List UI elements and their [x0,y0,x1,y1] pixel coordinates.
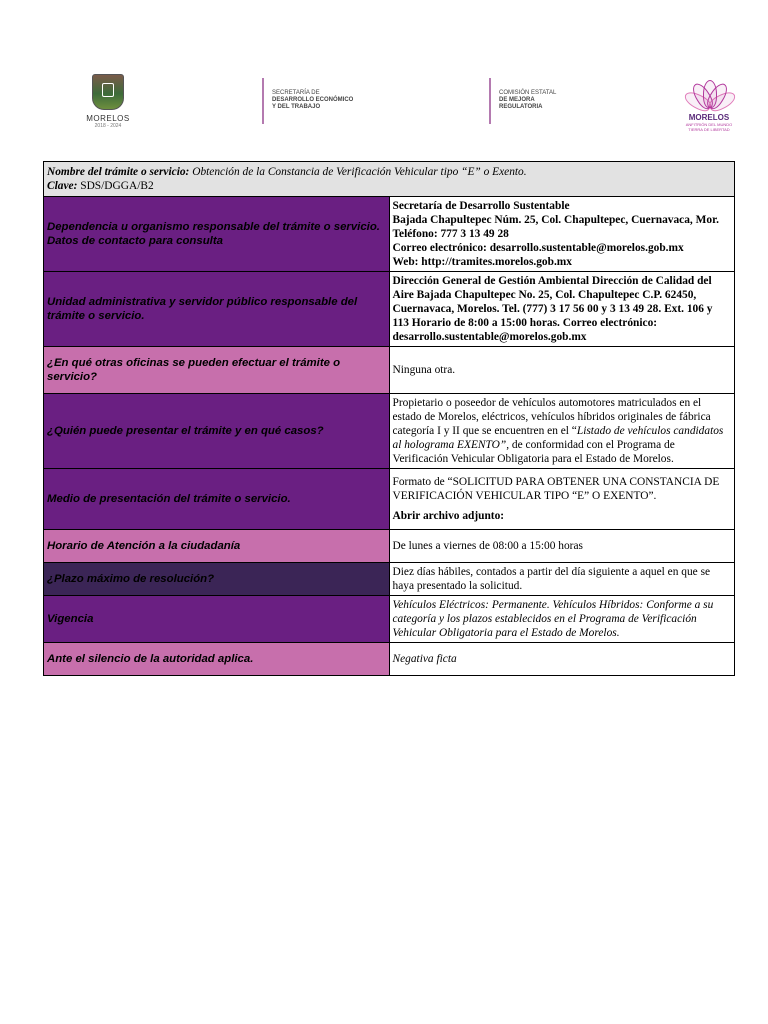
divider [262,78,264,124]
dependencia-web-link[interactable]: Web: http://tramites.morelos.gob.mx [392,256,572,268]
quien-text-c: , de conformidad con el Programa de Verificación Vehicular Obligatoria para el Estado de Morelos. [392,439,675,465]
tramite-name-label: Nombre del trámite o servicio: [47,166,190,178]
medio-text: Formato de “SOLICITUD PARA OBTENER UNA CONSTANCIA DE VERIFICACIÓN VEHICULAR TIPO “E” O EXENTO”. [392,476,720,502]
row-value-quien [389,394,735,469]
clave-label: Clave: [47,180,78,192]
row-value-oficinas: Ninguna otra. [389,347,735,394]
row-label-quien: ¿Quién puede presentar el trámite y en qué casos? [44,394,390,469]
page-header [0,60,768,140]
table-row [44,469,735,530]
quien-text-b: Listado de vehículos candidatos al holograma EXENTO” [392,425,724,451]
coat-of-arms-icon [92,74,124,110]
morelos-brand-logo [684,72,734,132]
row-value-vigencia: Vehículos Eléctricos: Permanente. Vehículos Híbridos: Conforme a su categoría y los plazos establecidos en el Programa de Verificación Vehicular Obligatoria para el Estado de Morelos. [389,596,735,643]
row-label-oficinas: ¿En qué otras oficinas se pueden efectuar el trámite o servicio? [44,347,390,394]
secretaria-line2: DESARROLLO ECONÓMICO [272,97,354,103]
lotus-flower-icon [686,72,732,112]
row-label-dependencia: Dependencia u organismo responsable del trámite o servicio. Datos de contacto para consulta [44,197,390,272]
secretaria-logo [262,78,402,124]
dependencia-line: Bajada Chapultepec Núm. 25, Col. Chapultepec, Cuernavaca, Mor. [392,214,719,226]
table-row [44,197,735,272]
table-row [44,272,735,347]
table-row [44,530,735,563]
row-value-medio [389,469,735,530]
dependencia-line: Teléfono: 777 3 13 49 28 [392,228,509,240]
attachment-link[interactable]: Abrir archivo adjunto: [392,510,505,522]
morelos-government-logo [82,74,134,129]
comision-logo [489,78,609,124]
row-label-plazo: ¿Plazo máximo de resolución? [44,563,390,596]
table-row-title [44,162,735,197]
row-label-medio: Medio de presentación del trámite o servicio. [44,469,390,530]
logo-left-name: MORELOS [86,114,130,123]
row-value-unidad: Dirección General de Gestión Ambiental Dirección de Calidad del Aire Bajada Chapultepec No. 25, Col. Chapultepec C.P. 62450, Cuernavaca, Morelos. Tel. (777) 3 17 56 00 y 3 13 49 28. Ext. 106 y 113 Horario de 8:00 a 15:00 horas. Correo electrónico: desarrollo.sustentable@morelos.gob.mx [389,272,735,347]
dependencia-line: Secretaría de Desarrollo Sustentable [392,200,570,212]
logo-right-tag2: TIERRA DE LIBERTAD [688,127,730,132]
secretaria-line3: Y DEL TRABAJO [272,104,321,110]
quien-text-a: Propietario o poseedor de vehículos automotores matriculados en el estado de Morelos, eléctricos, vehículos híbridos originales de fábrica categoría I y II que se encuentren en el “ [392,397,711,437]
table-row [44,563,735,596]
table-row [44,347,735,394]
row-value-silencio: Negativa ficta [389,643,735,676]
comision-line3: REGULATORIA [499,104,543,110]
row-label-unidad: Unidad administrativa y servidor público responsable del trámite o servicio. [44,272,390,347]
table-row [44,596,735,643]
row-label-silencio: Ante el silencio de la autoridad aplica. [44,643,390,676]
tramite-header-cell [44,162,735,197]
dependencia-email[interactable]: Correo electrónico: desarrollo.sustentable@morelos.gob.mx [392,242,684,254]
tramite-name-value: Obtención de la Constancia de Verificación Vehicular tipo “E” o Exento. [192,166,527,178]
table-row [44,643,735,676]
logo-left-years: 2018 - 2024 [94,123,122,129]
comision-line2: DE MEJORA [499,97,535,103]
row-value-dependencia [389,197,735,272]
logo-right-tag1: ANFITRIÓN DEL MUNDO [685,122,733,127]
row-label-horario: Horario de Atención a la ciudadanía [44,530,390,563]
comision-line1: COMISIÓN ESTATAL [499,90,557,96]
table-row [44,394,735,469]
clave-value: SDS/DGGA/B2 [80,180,154,192]
secretaria-line1: SECRETARÍA DE [272,90,320,96]
row-label-vigencia: Vigencia [44,596,390,643]
row-value-plazo: Diez días hábiles, contados a partir del día siguiente a aquel en que se haya presentado la solicitud. [389,563,735,596]
tramite-table [43,161,735,676]
row-value-horario: De lunes a viernes de 08:00 a 15:00 horas [389,530,735,563]
divider [489,78,491,124]
logo-right-name: MORELOS [688,113,730,122]
